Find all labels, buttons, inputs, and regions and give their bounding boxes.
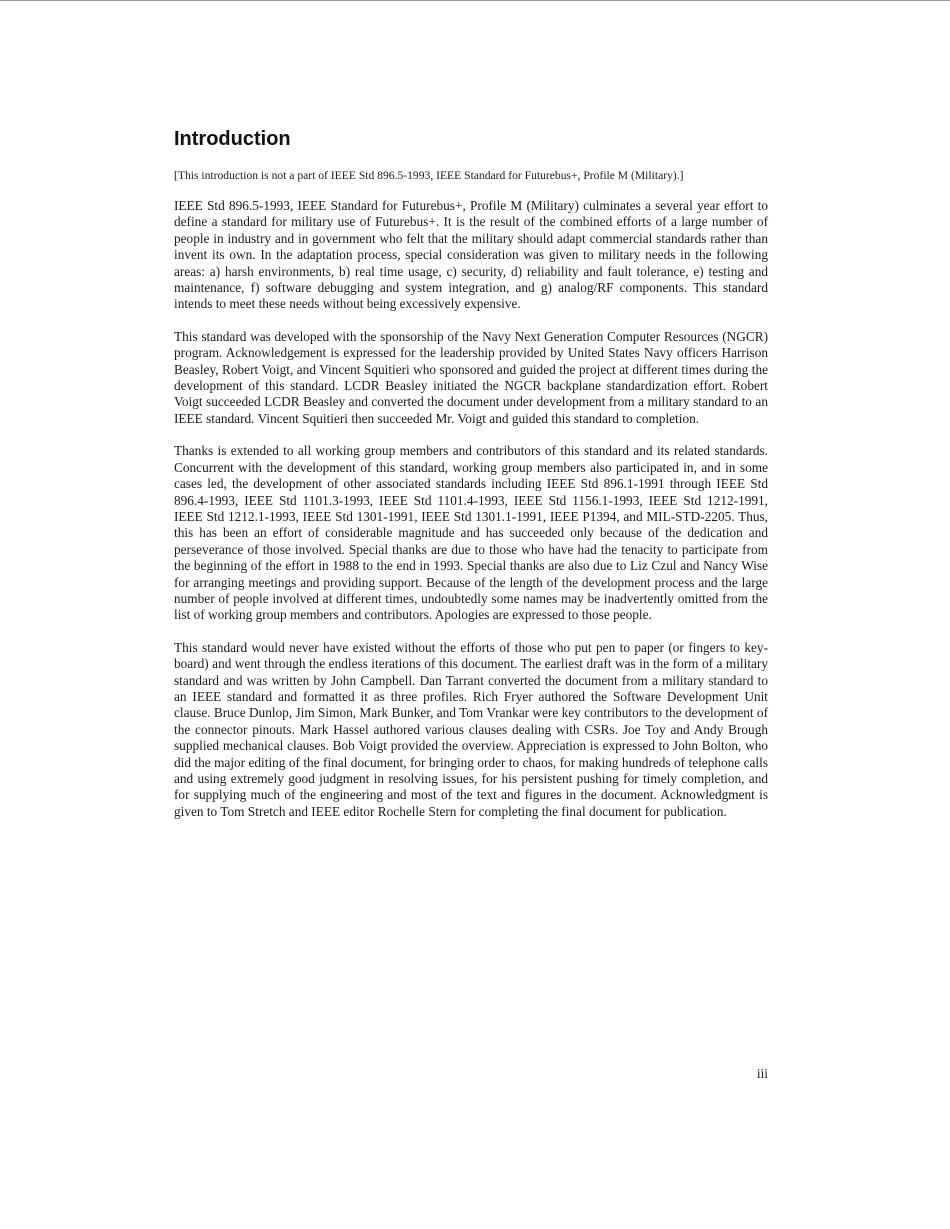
top-edge-rule <box>0 0 950 1</box>
paragraph-contributors: This standard would never have existed without the efforts of those who put pen to paper (or fingers to keyboard) and went through the endless iterations of this document. The earliest draft was in the form of a military standard and was written by John Campbell. Dan Tarrant converted the document from a military standard to an IEEE standard and formatted it as three profiles. Rich Fryer authored the Software Development Unit clause. Bruce Dunlop, Jim Simon, Mark Bunker, and Tom Vrankar were key contributors to the development of the connector pinouts. Mark Hassel authored various clauses dealing with CSRs. Joe Toy and Andy Brough supplied mechanical clauses. Bob Voigt provided the overview. Appreciation is expressed to John Bolton, who did the major editing of the final document, for bringing order to chaos, for making hundreds of telephone calls and using extremely good judgment in resolving issues, for his persistent pushing for timely completion, and for supplying much of the engineering and most of the text and figures in the document. Acknowledgment is given to Tom Stretch and IEEE editor Rochelle Stern for completing the final document for publication. <box>174 639 768 819</box>
paragraph-sponsorship: This standard was developed with the sponsorship of the Navy Next Generation Computer Resources (NGCR) program. Acknowledgement is expressed for the leadership provided by United States Navy officers Harrison Beasley, Robert Voigt, and Vincent Squitieri who sponsored and guided the project at different times during the development of this standard. LCDR Beasley initiated the NGCR backplane standardization effort. Robert Voigt succeeded LCDR Beasley and converted the document under development from a military standard to an IEEE standard. Vincent Squitieri then succeeded Mr. Voigt and guided this standard to completion. <box>174 328 768 426</box>
paragraph-acknowledgements: Thanks is extended to all working group members and contributors of this standard and its related standards. Concurrent with the development of this standard, working group members also participated in, and in some cases led, the development of other associated standards including IEEE Std 896.1-1991 through IEEE Std 896.4-1993, IEEE Std 1101.3-1993, IEEE Std 1101.4-1993, IEEE Std 1156.1-1993, IEEE Std 1212-1991, IEEE Std 1212.1-1993, IEEE Std 1301-1991, IEEE Std 1301.1-1991, IEEE P1394, and MIL-STD-2205. Thus, this has been an effort of considerable magnitude and has succeeded only because of the dedication and perseverance of those involved. Special thanks are due to those who have had the tenacity to participate from the beginning of the effort in 1988 to the end in 1993. Special thanks are also due to Liz Czul and Nancy Wise for arranging meetings and providing support. Because of the length of the development process and the large number of people involved at different times, undoubtedly some names may be inadvertently omitted from the list of working group members and contributors. Apologies are expressed to those people. <box>174 443 768 623</box>
paragraph-overview: IEEE Std 896.5-1993, IEEE Standard for Futurebus+, Profile M (Military) culminates a several year effort to define a standard for military use of Futurebus+. It is the result of the combined efforts of a large number of people in industry and in government who felt that the military should adapt commercial standards rather than invent its own. In the adaptation process, special consideration was given to military needs in the following areas: a) harsh environments, b) real time usage, c) security, d) reliability and fault tolerance, e) testing and maintenance, f) software debugging and system integration, and g) analog/RF components. This standard intends to meet these needs without being excessively expensive. <box>174 198 768 312</box>
section-heading: Introduction <box>174 128 291 150</box>
page-number: iii <box>756 1066 768 1081</box>
document-page <box>174 126 768 836</box>
introduction-note: [This introduction is not a part of IEEE Std 896.5-1993, IEEE Standard for Futurebus+, Profile M (Military).] <box>174 169 684 182</box>
